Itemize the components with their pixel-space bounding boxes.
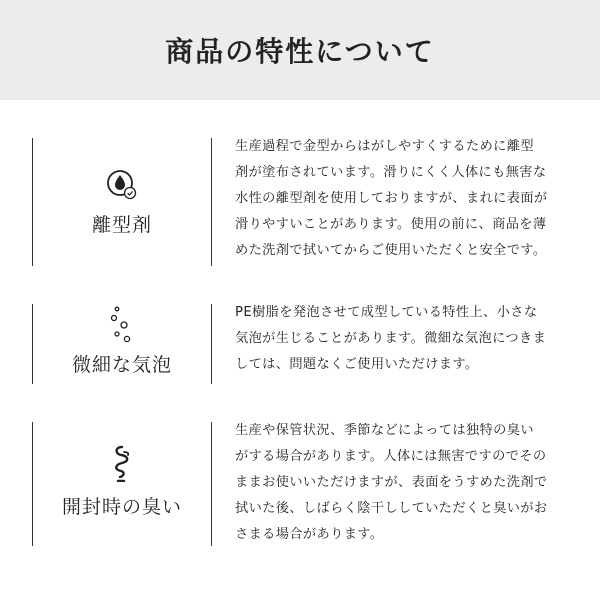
odor-icon bbox=[108, 444, 136, 486]
section-description bbox=[235, 134, 580, 264]
description-line: がする場合があります。人体には無害ですのでその bbox=[235, 449, 547, 464]
section-release-agent bbox=[32, 138, 578, 266]
description-line: 生産過程で金型からはがしやすくするために離型 bbox=[235, 139, 534, 154]
description-line: PE樹脂を発泡させて成型している特性上、小さな bbox=[235, 305, 538, 320]
section-label: 離型剤 bbox=[91, 214, 152, 236]
page-header bbox=[0, 0, 600, 100]
section-description bbox=[235, 418, 580, 548]
section-label: 微細な気泡 bbox=[71, 354, 172, 376]
description-line: 気泡が生じることがあります。微細な気泡につきま bbox=[235, 331, 547, 346]
description-line: ままお使いいただけますが、表面をうすめた洗剤で bbox=[235, 475, 548, 490]
description-line: さまる場合があります。 bbox=[235, 527, 384, 542]
description-line: 生産や保管状況、季節などによっては独特の臭い bbox=[235, 423, 534, 438]
droplet-icon bbox=[105, 168, 139, 206]
bubbles-icon bbox=[109, 304, 135, 350]
section-label: 開封時の臭い bbox=[61, 496, 182, 518]
description-line: しては、問題なくご使用いただけます。 bbox=[235, 357, 479, 372]
description-line: 拭いた後、しばらく陰干ししていただくと臭いがお bbox=[235, 501, 548, 516]
section-opening-odor bbox=[32, 422, 578, 546]
description-line: めた洗剤で拭いてからご使用いただくと安全です。 bbox=[235, 243, 547, 258]
section-label-column bbox=[32, 304, 212, 384]
description-line: 滑りやすいことがあります。使用の前に、商品を薄 bbox=[235, 217, 547, 232]
description-line: 剤が塗布されています。滑りにくく人体にも無害な bbox=[235, 165, 547, 180]
section-description bbox=[235, 300, 580, 378]
section-fine-bubbles bbox=[32, 304, 578, 384]
description-line: 水性の離型剤を使用しておりますが、まれに表面が bbox=[235, 191, 548, 206]
section-label-column bbox=[32, 138, 212, 266]
page-title: 商品の特性について bbox=[165, 35, 435, 68]
section-label-column bbox=[32, 422, 212, 546]
